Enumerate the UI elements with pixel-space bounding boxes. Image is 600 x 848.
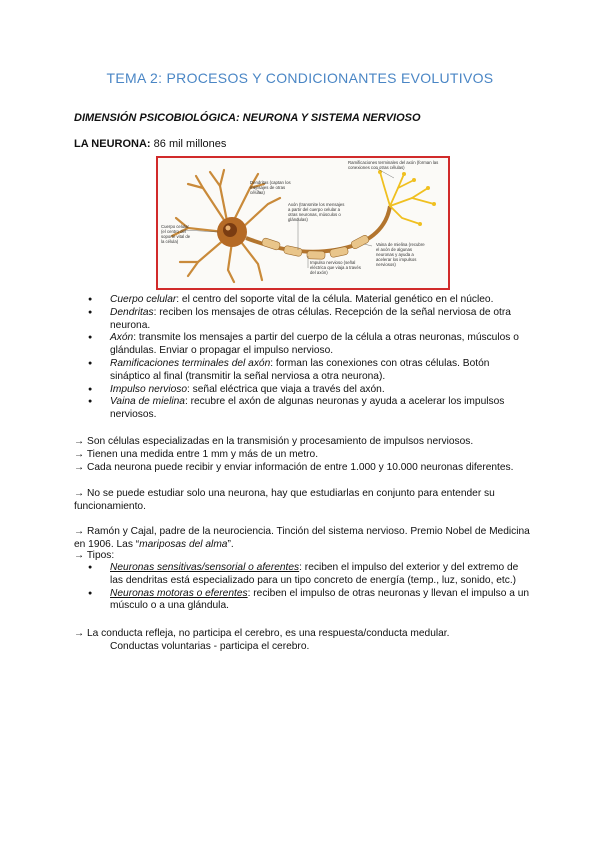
label-vaina: Vaina de mielina (recubre el axón de algunas neuronas y ayuda a acelerar los impulsos nerviosos): [376, 242, 425, 267]
definition: : reciben los mensajes de otras células. Recepción de la señal nerviosa de otra neurona.: [110, 306, 511, 331]
page-title: TEMA 2: PROCESOS Y CONDICIONANTES EVOLUTIVOS: [106, 70, 494, 86]
neuron-figure: [156, 156, 450, 290]
list-item: [82, 588, 532, 614]
neurona-label: LA NEURONA:: [74, 138, 151, 150]
definition: : señal eléctrica que viaja a través del axón.: [187, 383, 385, 395]
reflex-line: → La conducta refleja, no participa el cerebro, es una respuesta/conducta medular.: [74, 628, 450, 639]
type-term: Neuronas sensitivas/sensorial o aferentes: [110, 562, 300, 573]
term: Impulso nervioso: [110, 383, 188, 395]
fact-2: → Tienen una medida entre 1 mm y más de un metro.: [74, 449, 319, 460]
term: Axón: [110, 332, 134, 344]
fact-1: → Son células especializadas en la transmisión y procesamiento de impulsos nerviosos.: [74, 436, 474, 447]
list-item: [82, 358, 532, 384]
definition: : forman las conexiones con otras células. Botón sináptico al final (transmitir la señal nerviosa a otra neurona).: [110, 357, 490, 382]
label-dendritas: Dendritas (captan los mensajes de otras células): [250, 180, 291, 195]
list-item: [82, 396, 532, 422]
label-axon: Axón (transmite los mensajes a partir del cuerpo celular a otras neuronas, músculos o glándulas): [288, 202, 345, 222]
type-term: Neuronas motoras o eferentes: [110, 587, 248, 599]
neuron-illustration: [158, 158, 448, 288]
ramon-quote: mariposas del alma: [139, 538, 228, 550]
section-heading: DIMENSIÓN PSICOBIOLÓGICA: NEURONA Y SISTEMA NERVIOSO: [74, 112, 421, 124]
term: Ramificaciones terminales del axón: [110, 357, 271, 369]
ramon-end: ”.: [227, 538, 234, 550]
label-ramificaciones: Ramificaciones terminales del axón (forman las conexiones con otras células): [348, 160, 439, 170]
fact-3: → Cada neurona puede recibir y enviar información de entre 1.000 y 10.000 neuronas diferentes.: [74, 462, 514, 473]
voluntary-line: Conductas voluntarias - participa el cerebro.: [110, 641, 310, 652]
list-item: [82, 332, 532, 358]
label-impulso: Impulso nervioso (señal eléctrica que viaja a través del axón): [310, 260, 361, 275]
term: Dendritas: [110, 306, 154, 318]
list-item: [82, 294, 532, 307]
list-item: [82, 384, 532, 397]
type-definition: : reciben el impulso del exterior y del extremo de las dendritas está especializado para un tipo concreto de energía (temp., luz, sonido, etc.): [110, 562, 519, 586]
neuron-parts-list: [82, 294, 532, 422]
list-item: [82, 562, 532, 588]
neurona-value: 86 mil millones: [153, 138, 227, 150]
neurona-line: [74, 138, 226, 150]
definition: : el centro del soporte vital de la célula. Material genético en el núcleo.: [176, 294, 494, 305]
ramon-paragraph: [74, 526, 534, 552]
term: Cuerpo celular: [110, 294, 177, 305]
definition: : transmite los mensajes a partir del cuerpo de la célula a otras neuronas, músculos o glándulas. Enviar o propagar el impulso nervioso.: [110, 332, 519, 357]
neuron-types-list: [82, 562, 532, 613]
fact-4: → No se puede estudiar solo una neurona, hay que estudiarlas en conjunto para entender su funcionamiento.: [74, 488, 495, 512]
ramon-text: → Ramón y Cajal, padre de la neurociencia. Tinción del sistema nervioso. Premio Nobel de Medicina en 1906. Las “: [74, 526, 530, 550]
tipos-label: → Tipos:: [74, 550, 115, 561]
list-item: [82, 307, 532, 333]
label-cuerpo: Cuerpo celular (el centro del soporte vital de la célula): [161, 224, 191, 244]
definition: : recubre el axón de algunas neuronas y ayuda a acelerar los impulsos nerviosos.: [110, 396, 505, 421]
term: Vaina de mielina: [110, 396, 185, 408]
type-definition: : reciben el impulso de otras neuronas y llevan el impulso a un músculo o a una glándula.: [110, 587, 530, 612]
